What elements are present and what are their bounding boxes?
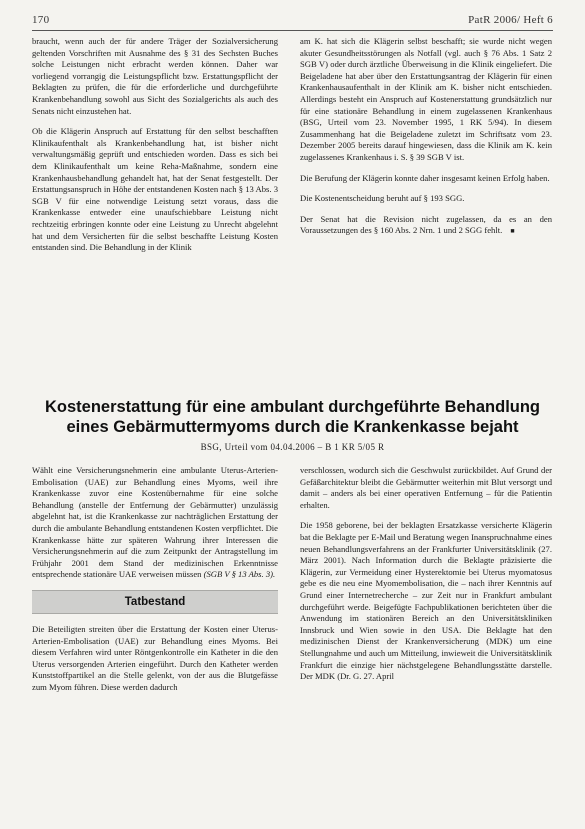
article-right-column — [300, 465, 552, 692]
paragraph: verschlossen, wodurch sich die Geschwulst zurückbildet. Auf Grund der Gefäßarchitektur bleibt die Gebärmutter weiterhin mit Blut versorgt und damit – anders als bei einer operativen Entfernung – für die Patientin erhalten. — [300, 465, 552, 510]
journal-issue: PatR 2006/ Heft 6 — [468, 14, 553, 26]
running-header — [32, 14, 553, 26]
paragraph: braucht, wenn auch der für andere Träger der Sozialversicherung geltenden Vorschriften mit Ausnahme des § 31 des Sechsten Buches solche Leistungen nicht erbracht werden können. Daher war vorliegend vorrangig die Leistungspflicht bzw. Erstattungspflicht der Beklagten zu prüfen, die für die erforderliche und durchgeführte Krankenbehandlung sowohl aus Sicht des Sozialgerichts als auch des Senats nicht einzustehen hat. — [32, 36, 278, 116]
article-left-column — [32, 465, 278, 703]
article-title: Kostenerstattung für eine ambulant durchgeführte Behandlung eines Gebärmuttermyoms durch die Krankenkasse bejaht — [44, 398, 541, 436]
paragraph: Die Berufung der Klägerin konnte daher insgesamt keinen Erfolg haben. — [300, 172, 550, 183]
paragraph: Ob die Klägerin Anspruch auf Erstattung für den selbst beschafften Klinikaufenthalt als Krankenbehandlung hat, ist bisher nicht verwaltungsmäßig geprüft und entschieden worden. Dass es sich bei dem Klinikaufenthalt um keine Reha-Maßnahme, sondern eine Krankenhausbehandlung gehandelt hat, hat der Senat festgestellt. Der Erstattungsanspruch in Höhe der entstandenen Kosten nach § 13 Abs. 3 SGB V für eine notwendige Leistung setzt voraus, dass die Krankenkasse entweder eine unaufschiebbare Leistung nicht rechtzeitig erbringen konnte oder eine Leistung zu Unrecht abgelehnt hat und dem Versicherten für die selbst beschaffte Leistung Kosten entstanden sind. Die Behandlung in der Klinik — [32, 126, 278, 253]
paragraph: am K. hat sich die Klägerin selbst beschafft; sie wurde nicht wegen akuter Gesundheitsstörungen als Notfall (vgl. auch § 76 Abs. 1 Satz 2 SGB V) oder durch ärztliche Überweisung in die Klinik eingeliefert. Die Beigeladene hat aber über den Erstattungsantrag der Klägerin für einen Krankenhausaufenthalt in der Klinik am K. bisher nicht entschieden. Allerdings besteht ein Anspruch auf Kostenerstattung grundsätzlich nur für eine stationäre Behandlung in einem zugelassenen Krankenhaus (BSG, Urteil vom 23. November 1995, 1 RK 5/94). In diesem Zusammenhang hat die Beigeladene zuletzt im Schriftsatz vom 23. Dezember 2005 bereits darauf hingewiesen, dass die Klinik am K. kein zugelassenes Krankenhaus i. S. § 39 SGB V ist. — [300, 36, 552, 162]
previous-article-left-column — [32, 36, 278, 263]
paragraph: Die 1958 geborene, bei der beklagten Ersatzkasse versicherte Klägerin bat die Beklagte per E-Mail und Beratung wegen Inanspruchnahme eines neuen Behandlungsverfahrens an der Frankfurter Universitätsklinik (27. März 2001). Nach Information durch die Beklagte präzisierte die Klägerin, zur Vermeidung einer Hysterektomie bei Uterus myomatosus gebe es die neu eine Myomembolisation, die – nach ihrer Kenntnis auf Grund einer Internetrecherche – zur Zeit nur in Frankfurt ambulant durchgeführt werde. Beigefügte Fachpublikationen berichteten über die Anwendung im stationären Bereich an den Universitätskliniken Innsbruck und Wien sowie in den USA. Die Beklagte hat den medizinischen Dienst der Krankenversicherung (MDK) um eine Stellungnahme und auch um Mitteilung, inwieweit die Universitätsklinik Frankfurt die einzige hier nächstgelegene Behandlungsstätte darstelle. Der MDK (Dr. G. 27. April — [300, 520, 552, 682]
section-heading-tatbestand: Tatbestand — [32, 590, 278, 614]
court-reference: BSG, Urteil vom 04.04.2006 – B 1 KR 5/05 R — [200, 442, 385, 452]
header-rule — [32, 30, 553, 31]
paragraph: Die Kostenentscheidung beruht auf § 193 SGG. — [300, 193, 465, 204]
headnote — [32, 465, 278, 581]
previous-article-right-column — [300, 36, 552, 247]
paragraph: Die Beteiligten streiten über die Erstattung der Kosten einer Uterus-Arterien-Embolisation (UAE) zur Behandlung eines Myoms. Bei diesem Verfahren wird unter Röntgenkontrolle ein Katheter in die den Uterus versorgenden Arterien eingeführt. Durch den Katheter werden Kunststoffpartikel an die Stelle gelenkt, von der aus die Blutgefässe zum Myom führen. Diese werden dadurch — [32, 623, 278, 692]
page-number: 170 — [32, 14, 50, 26]
headnote-text: Wählt eine Versicherungsnehmerin eine ambulante Uterus-Arterien-Embolisation (UAE) zur Behandlung eines Myoms, weil ihre Krankenkasse zuvor eine Kostenübernahme für eine solche Behandlung (anstelle der Entfernung der Gebärmutter) unzulässig abgelehnt hat, ist die Krankenkasse zur nachträglichen Erstattung der durch die ambulante Behandlung entstandenen Kosten verpflichtet. Die Krankenkasse hätte zur späteren Wahrung ihrer Interessen die Versicherungsnehmerin auf die zum Zeitpunkt der Antragstellung im Frühjahr 2001 dem Stand der medizinischen Erkenntnisse entsprechende stationäre UAE verweisen müssen — [32, 465, 278, 580]
end-square-icon: ■ — [510, 227, 515, 236]
paragraph-text: Der Senat hat die Revision nicht zugelassen, da es an den Voraussetzungen des § 160 Abs. 2 Nrn. 1 und 2 SGG fehlt. — [300, 213, 552, 236]
paragraph — [300, 214, 552, 238]
statute-citation: (SGB V § 13 Abs. 3). — [203, 569, 276, 580]
